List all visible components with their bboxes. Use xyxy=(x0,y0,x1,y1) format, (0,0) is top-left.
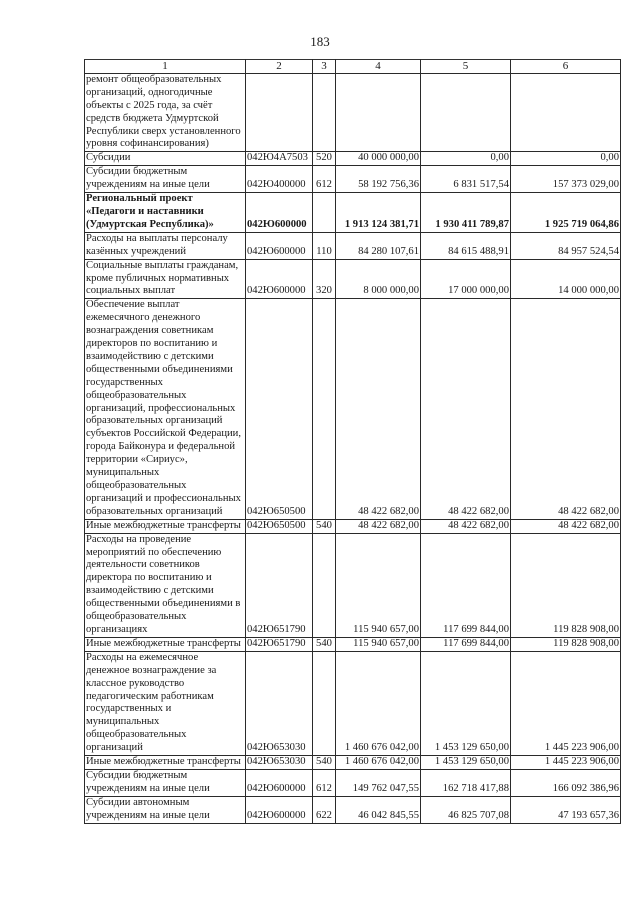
target-article-code: 042Ю4А7503 xyxy=(246,152,313,166)
column-header-1: 1 xyxy=(85,60,246,74)
row-name: Региональный проект «Педагоги и наставники (Удмуртская Республика)» xyxy=(85,193,246,233)
table-row xyxy=(85,796,621,823)
expense-type-code: 320 xyxy=(313,259,336,299)
amount-col4: 1 460 676 042,00 xyxy=(336,756,421,770)
row-name: Иные межбюджетные трансферты xyxy=(85,637,246,651)
table-row xyxy=(85,232,621,259)
row-name: Субсидии xyxy=(85,152,246,166)
amount-col4: 48 422 682,00 xyxy=(336,299,421,519)
amount-col5: 48 422 682,00 xyxy=(421,519,511,533)
amount-col5: 1 930 411 789,87 xyxy=(421,193,511,233)
amount-col4: 46 042 845,55 xyxy=(336,796,421,823)
amount-col6: 1 925 719 064,86 xyxy=(511,193,621,233)
amount-col4: 1 460 676 042,00 xyxy=(336,651,421,755)
row-name: Расходы на выплаты персоналу казённых учреждений xyxy=(85,232,246,259)
amount-col6: 14 000 000,00 xyxy=(511,259,621,299)
expense-type-code: 520 xyxy=(313,152,336,166)
target-article-code: 042Ю650500 xyxy=(246,299,313,519)
target-article-code: 042Ю600000 xyxy=(246,232,313,259)
expense-type-code xyxy=(313,299,336,519)
amount-col6: 119 828 908,00 xyxy=(511,533,621,637)
expense-type-code: 612 xyxy=(313,769,336,796)
amount-col5: 84 615 488,91 xyxy=(421,232,511,259)
column-header-2: 2 xyxy=(246,60,313,74)
amount-col6: 0,00 xyxy=(511,152,621,166)
amount-col5: 0,00 xyxy=(421,152,511,166)
row-name: Субсидии бюджетным учреждениям на иные цели xyxy=(85,166,246,193)
amount-col6: 1 445 223 906,00 xyxy=(511,651,621,755)
target-article-code: 042Ю651790 xyxy=(246,637,313,651)
target-article-code: 042Ю600000 xyxy=(246,193,313,233)
amount-col6: 48 422 682,00 xyxy=(511,519,621,533)
expense-type-code xyxy=(313,533,336,637)
table-row xyxy=(85,637,621,651)
expense-type-code: 540 xyxy=(313,637,336,651)
table-row xyxy=(85,519,621,533)
table-row xyxy=(85,651,621,755)
table-row xyxy=(85,769,621,796)
table-row xyxy=(85,193,621,233)
row-name: Субсидии автономным учреждениям на иные цели xyxy=(85,796,246,823)
expense-type-code: 612 xyxy=(313,166,336,193)
target-article-code: 042Ю651790 xyxy=(246,533,313,637)
amount-col4: 149 762 047,55 xyxy=(336,769,421,796)
budget-table xyxy=(84,59,621,824)
amount-col6: 47 193 657,36 xyxy=(511,796,621,823)
page-number: 183 xyxy=(310,34,330,49)
amount-col4: 48 422 682,00 xyxy=(336,519,421,533)
table-row xyxy=(85,533,621,637)
target-article-code: 042Ю400000 xyxy=(246,166,313,193)
amount-col5: 1 453 129 650,00 xyxy=(421,756,511,770)
row-name: Иные межбюджетные трансферты xyxy=(85,519,246,533)
expense-type-code: 622 xyxy=(313,796,336,823)
target-article-code: 042Ю600000 xyxy=(246,796,313,823)
amount-col5: 117 699 844,00 xyxy=(421,533,511,637)
table-row xyxy=(85,259,621,299)
column-header-6: 6 xyxy=(511,60,621,74)
column-header-3: 3 xyxy=(313,60,336,74)
row-name: Расходы на ежемесячное денежное вознаграждение за классное руководство педагогическим работникам государственных и муниципальных общеобразовательных организаций xyxy=(85,651,246,755)
row-name: Расходы на проведение мероприятий по обеспечению деятельности советников директора по воспитанию и взаимодействию с детскими общественными объединениями в общеобразовательных организациях xyxy=(85,533,246,637)
expense-type-code xyxy=(313,73,336,151)
expense-type-code xyxy=(313,651,336,755)
expense-type-code: 540 xyxy=(313,519,336,533)
expense-type-code: 540 xyxy=(313,756,336,770)
amount-col6: 84 957 524,54 xyxy=(511,232,621,259)
target-article-code: 042Ю600000 xyxy=(246,769,313,796)
amount-col4: 1 913 124 381,71 xyxy=(336,193,421,233)
amount-col4: 40 000 000,00 xyxy=(336,152,421,166)
row-name: Обеспечение выплат ежемесячного денежного вознаграждения советникам директоров по воспитанию и взаимодействию с детскими общественными объединениями государственных общеобразовательных организаций, профессиональных образовательных организаций субъектов Российской Федерации, города Байконура и федеральной территории «Сириус», муниципальных общеобразовательных организаций и профессиональных образовательных организаций xyxy=(85,299,246,519)
amount-col5: 117 699 844,00 xyxy=(421,637,511,651)
table-body xyxy=(85,73,621,823)
row-name: Иные межбюджетные трансферты xyxy=(85,756,246,770)
amount-col5: 6 831 517,54 xyxy=(421,166,511,193)
target-article-code: 042Ю600000 xyxy=(246,259,313,299)
table-row xyxy=(85,166,621,193)
amount-col5: 162 718 417,88 xyxy=(421,769,511,796)
row-name: Субсидии бюджетным учреждениям на иные цели xyxy=(85,769,246,796)
amount-col6: 48 422 682,00 xyxy=(511,299,621,519)
table-row xyxy=(85,152,621,166)
amount-col6 xyxy=(511,73,621,151)
amount-col4: 115 940 657,00 xyxy=(336,637,421,651)
expense-type-code: 110 xyxy=(313,232,336,259)
amount-col6: 119 828 908,00 xyxy=(511,637,621,651)
amount-col5: 17 000 000,00 xyxy=(421,259,511,299)
amount-col4 xyxy=(336,73,421,151)
amount-col6: 1 445 223 906,00 xyxy=(511,756,621,770)
amount-col5 xyxy=(421,73,511,151)
amount-col4: 84 280 107,61 xyxy=(336,232,421,259)
row-name: ремонт общеобразовательных организаций, одногодичные объекты с 2025 года, за счёт средств бюджета Удмуртской Республики сверх установленного уровня софинансирования) xyxy=(85,73,246,151)
amount-col6: 157 373 029,00 xyxy=(511,166,621,193)
table-row xyxy=(85,756,621,770)
amount-col5: 1 453 129 650,00 xyxy=(421,651,511,755)
amount-col4: 115 940 657,00 xyxy=(336,533,421,637)
target-article-code: 042Ю653030 xyxy=(246,756,313,770)
amount-col5: 48 422 682,00 xyxy=(421,299,511,519)
amount-col4: 58 192 756,36 xyxy=(336,166,421,193)
target-article-code: 042Ю650500 xyxy=(246,519,313,533)
amount-col6: 166 092 386,96 xyxy=(511,769,621,796)
row-name: Социальные выплаты гражданам, кроме публичных нормативных социальных выплат xyxy=(85,259,246,299)
expense-type-code xyxy=(313,193,336,233)
table-header-row xyxy=(85,60,621,74)
column-header-5: 5 xyxy=(421,60,511,74)
amount-col5: 46 825 707,08 xyxy=(421,796,511,823)
table-row xyxy=(85,73,621,151)
target-article-code xyxy=(246,73,313,151)
amount-col4: 8 000 000,00 xyxy=(336,259,421,299)
target-article-code: 042Ю653030 xyxy=(246,651,313,755)
column-header-4: 4 xyxy=(336,60,421,74)
table-row xyxy=(85,299,621,519)
